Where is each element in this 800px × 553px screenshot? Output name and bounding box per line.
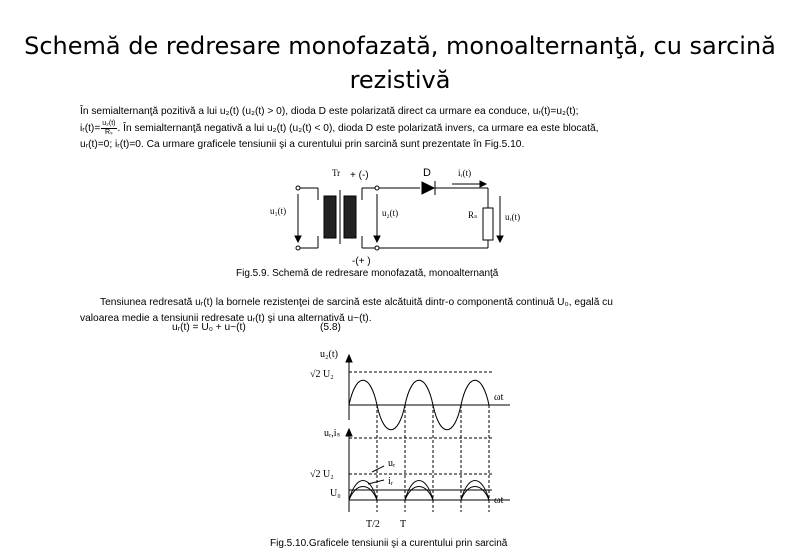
figure-caption-5-9: Fig.5.9. Schemă de redresare monofazată, monoalternanţă (236, 268, 499, 279)
t-full-label: T (400, 519, 407, 530)
ur-label: uᵣ(t) (505, 212, 521, 222)
u0-label: U₀ (330, 488, 341, 499)
equation-number: (5.8) (320, 322, 341, 333)
paragraph-1-line2-rest: . În semialternanţă negativă a lui u₂(t) (u₂(t) < 0), dioda D este polarizată invers, ca urmare ea este blocată, (117, 123, 599, 135)
paragraph-2-line1: Tensiunea redresată uᵣ(t) la bornele rezistenţei de sarcină este alcătuită dintr-o componentă continuă U₀, egală cu (100, 297, 613, 308)
u2-label: u₂(t) (382, 208, 399, 218)
equation: uᵣ(t) = U₀ + u~(t) (172, 322, 246, 333)
paragraph-1-line1: În semialternanţă pozitivă a lui u₂(t) (u₂(t) > 0), dioda D este polarizată direct ca urmare ea conduce, uᵣ(t)=u₂(t); (80, 106, 579, 117)
tr-label: Tr (332, 168, 341, 178)
wt-label-top: ωt (494, 392, 504, 403)
diode-label: D (423, 167, 431, 179)
paragraph-1-line3: uᵣ(t)=0; iᵣ(t)=0. Ca urmare graficele tensiunii şi a curentului prin sarcină sunt prezentate în Fig.5.10. (80, 139, 525, 151)
ir-curve-label: iᵣ (388, 476, 394, 487)
rs-label: Rₛ (468, 210, 478, 220)
ir-label: iᵣ(t) (458, 168, 472, 178)
ur-curve-label: uᵣ (388, 458, 396, 469)
paragraph-2-line2: valoarea medie a tensiunii redresate uᵣ(t) şi una alternativă u~(t). (80, 313, 372, 324)
amplitude-label-bottom: √2 U₂ (310, 469, 334, 480)
page-title-line2: rezistivă (349, 66, 451, 94)
secondary-polarity-bottom: -(+ ) (352, 256, 371, 267)
ur-is-axis-label: uᵣ,iₛ (324, 428, 341, 439)
u2-axis-label: u₂(t) (320, 349, 338, 360)
t-half-label: T/2 (366, 519, 380, 530)
fraction-numerator: u₂(t) (102, 120, 116, 127)
secondary-polarity-top: + (-) (350, 170, 369, 181)
u1-label: u₁(t) (270, 206, 287, 216)
wt-label-bottom: ωt (494, 495, 504, 506)
amplitude-label-top: √2 U₂ (310, 369, 334, 380)
figure-caption-5-10: Fig.5.10.Graficele tensiunii şi a curentului prin sarcină (270, 538, 508, 549)
page-title: Schemă de redresare monofazată, monoalternanţă, cu sarcină (24, 32, 776, 60)
ir-formula-lhs: iᵣ(t)= (80, 123, 101, 135)
fraction-denominator: Rₛ (105, 129, 113, 136)
